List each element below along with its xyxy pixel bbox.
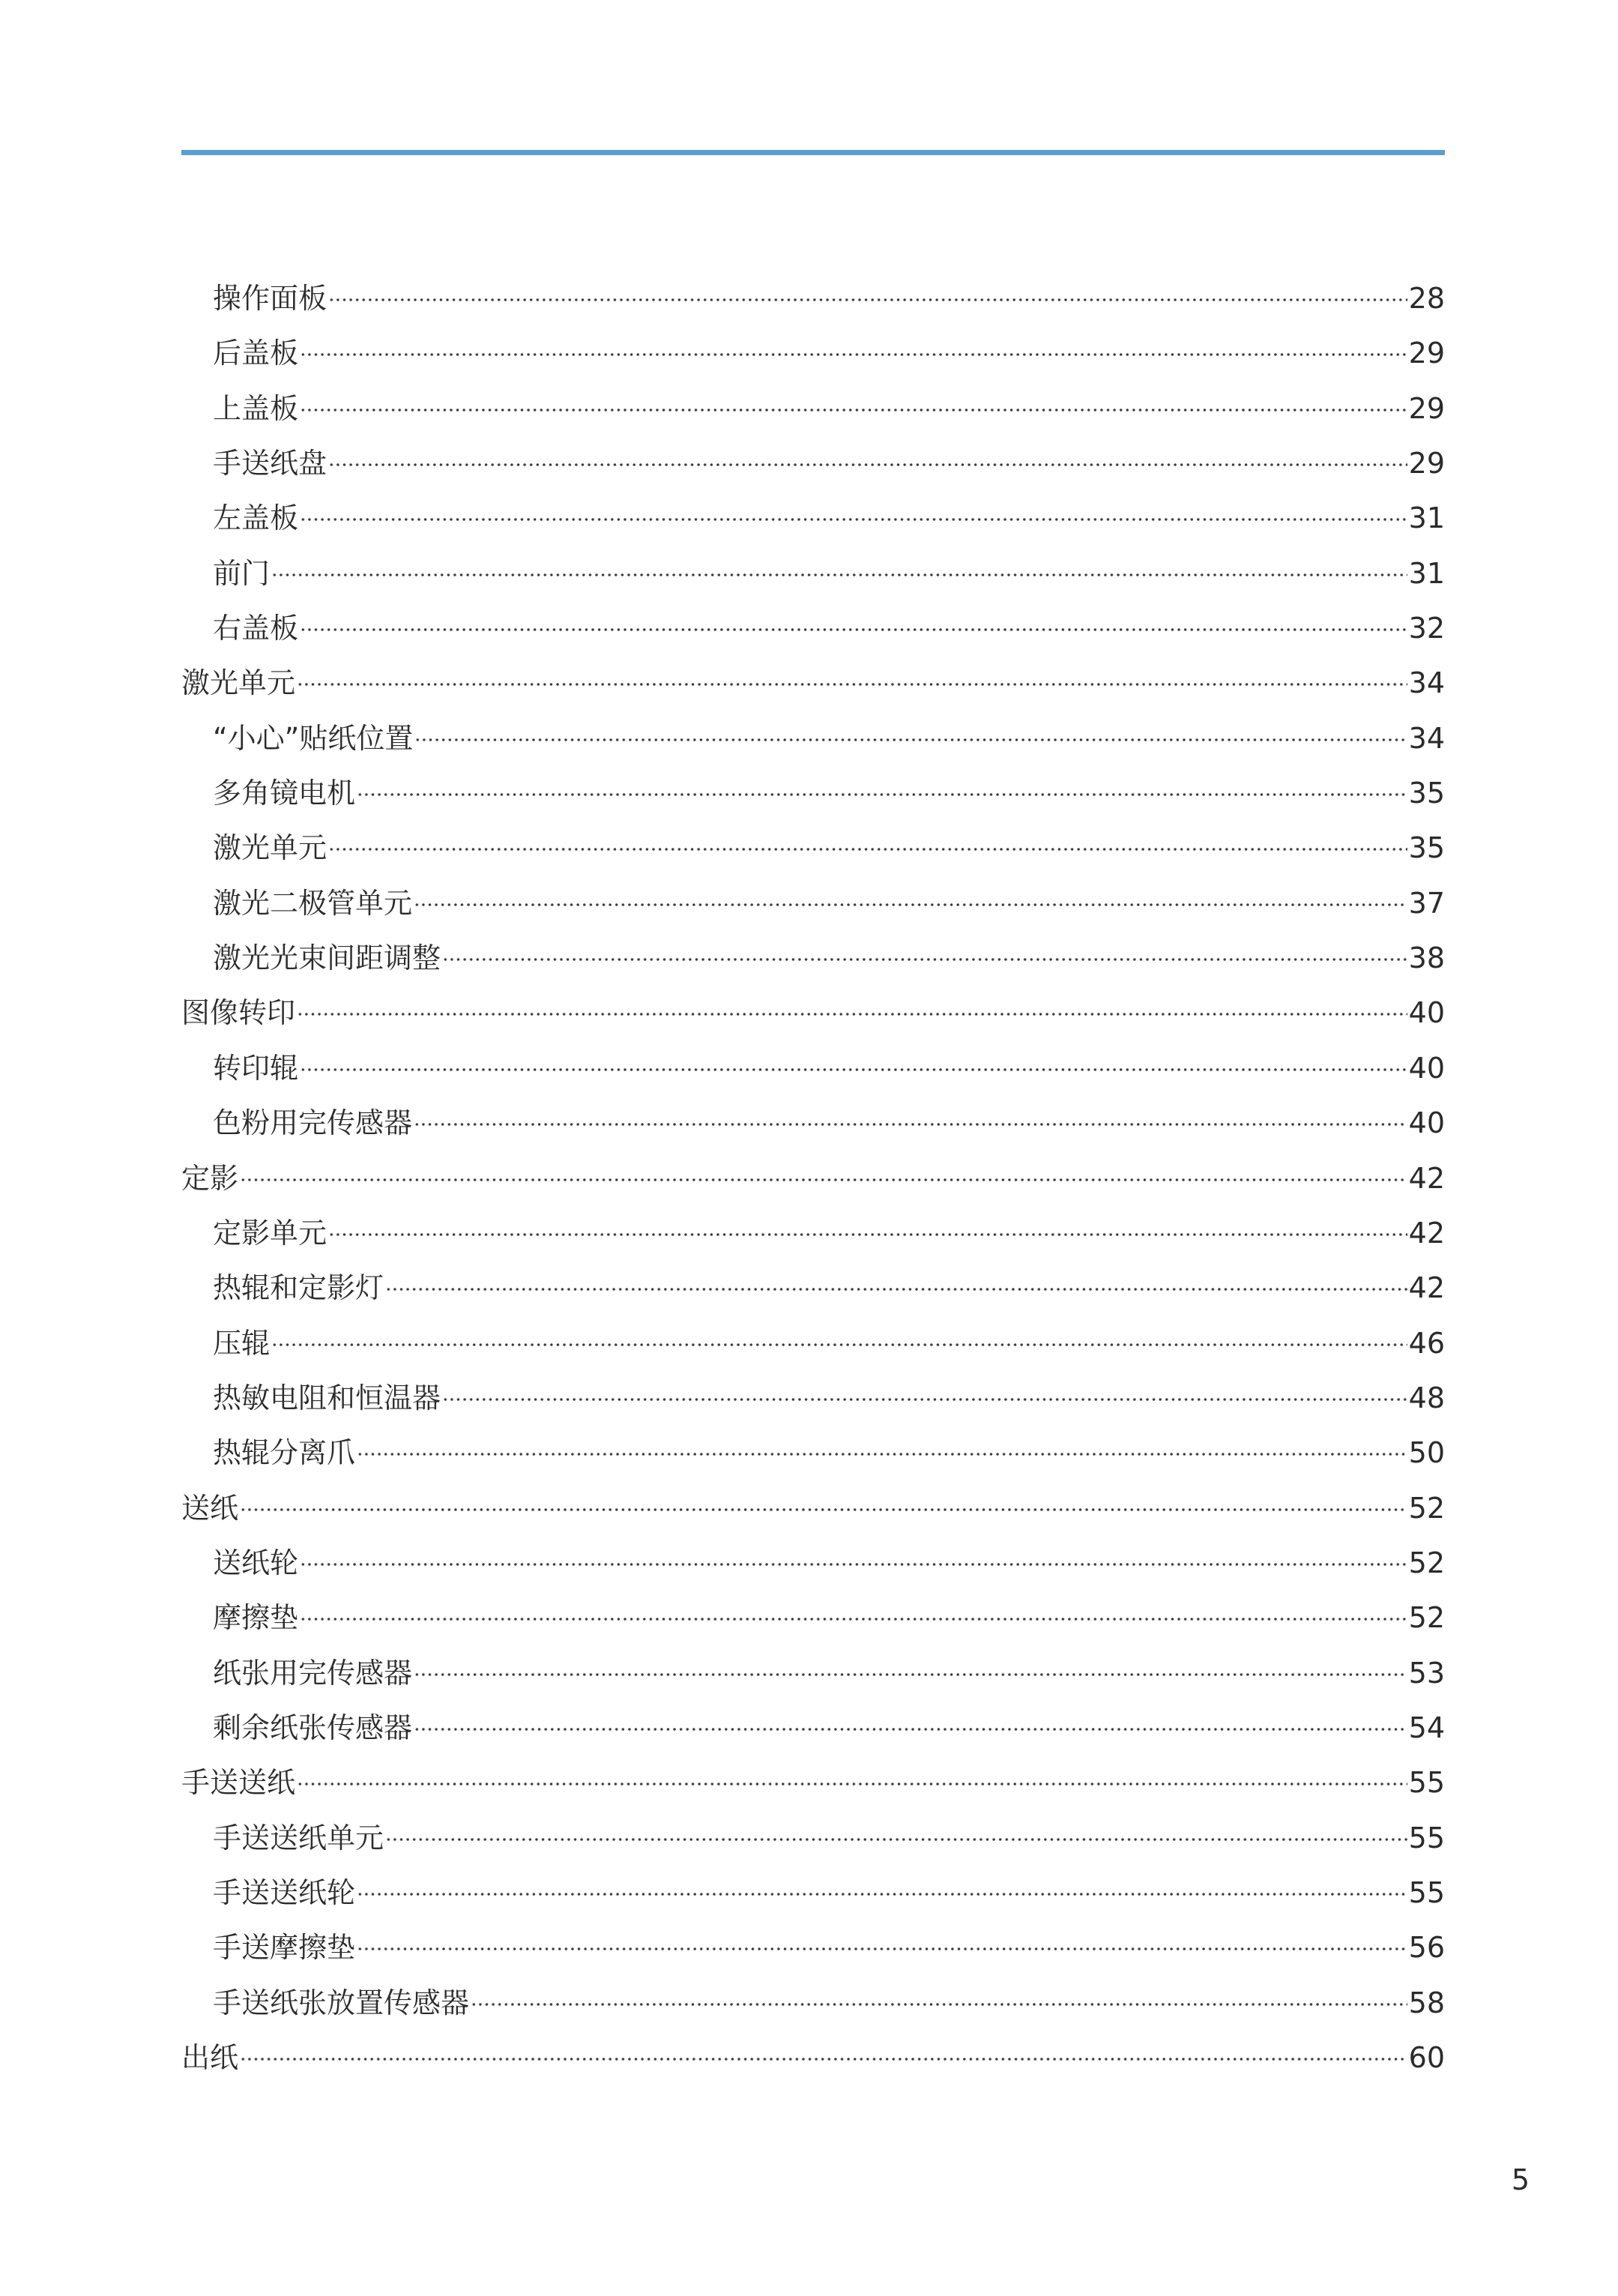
- toc-entry-page: 40: [1408, 1106, 1445, 1140]
- toc-entry-title: 图像转印: [181, 996, 296, 1030]
- dot-leader: [300, 353, 1407, 356]
- dot-leader: [357, 1453, 1407, 1456]
- toc-subsection-entry[interactable]: [181, 1536, 1445, 1591]
- toc-entry-title: 摩擦垫: [213, 1601, 299, 1635]
- toc-entry-title: 转印辊: [213, 1051, 299, 1085]
- toc-subsection-entry[interactable]: [181, 1371, 1445, 1426]
- dot-leader: [328, 1233, 1407, 1236]
- toc-entry-page: 38: [1408, 941, 1445, 975]
- toc-subsection-entry[interactable]: [181, 491, 1445, 546]
- toc-entry-title: 激光单元: [181, 666, 296, 700]
- dot-leader: [300, 1068, 1407, 1071]
- toc-entry-page: 40: [1408, 996, 1445, 1030]
- header-rule: [181, 150, 1445, 155]
- toc-subsection-entry[interactable]: [181, 1920, 1445, 1975]
- toc-entry-title: 色粉用完传感器: [213, 1106, 413, 1140]
- toc-entry-page: 52: [1408, 1601, 1445, 1635]
- toc-entry-title: 左盖板: [213, 501, 299, 535]
- toc-entry-title: 送纸: [181, 1491, 239, 1525]
- toc-entry-title: 激光光束间距调整: [213, 941, 441, 975]
- toc-entry-page: 35: [1408, 831, 1445, 865]
- toc-entry-title: 定影单元: [213, 1216, 327, 1250]
- toc-entry-title: 手送纸张放置传感器: [213, 1986, 470, 2019]
- toc-subsection-entry[interactable]: [181, 876, 1445, 931]
- toc-entry-title: 多角镜电机: [213, 777, 356, 810]
- toc-entry-page: 29: [1408, 337, 1445, 370]
- toc-entry-title: 手送送纸轮: [213, 1875, 356, 1909]
- toc-entry-page: 28: [1408, 282, 1445, 315]
- toc-subsection-entry[interactable]: [181, 601, 1445, 656]
- toc-entry-title: 热辊分离爪: [213, 1436, 356, 1470]
- dot-leader: [300, 409, 1407, 412]
- toc-subsection-entry[interactable]: [181, 1206, 1445, 1261]
- toc-subsection-entry[interactable]: [181, 1866, 1445, 1920]
- toc-section-entry[interactable]: [181, 1481, 1445, 1536]
- toc-entry-title: 手送送纸: [181, 1766, 296, 1800]
- toc-entry-page: 58: [1408, 1986, 1445, 2019]
- toc-subsection-entry[interactable]: [181, 271, 1445, 326]
- toc-section-entry[interactable]: [181, 2031, 1445, 2085]
- toc-entry-title: 压辊: [213, 1326, 271, 1360]
- dot-leader: [357, 793, 1407, 796]
- dot-leader: [300, 628, 1407, 631]
- dot-leader: [414, 738, 1407, 741]
- toc-subsection-entry[interactable]: [181, 821, 1445, 876]
- toc-entry-page: 40: [1408, 1051, 1445, 1085]
- toc-subsection-entry[interactable]: [181, 546, 1445, 601]
- toc-entry-page: 55: [1408, 1821, 1445, 1854]
- toc-entry-title: 前门: [213, 556, 271, 590]
- toc-entry-title: 激光二极管单元: [213, 886, 413, 920]
- toc-subsection-entry[interactable]: [181, 1096, 1445, 1151]
- toc-entry-page: 34: [1408, 721, 1445, 755]
- toc-subsection-entry[interactable]: [181, 1316, 1445, 1371]
- dot-leader: [300, 1618, 1407, 1621]
- toc-entry-page: 53: [1408, 1656, 1445, 1690]
- toc-entry-page: 29: [1408, 391, 1445, 425]
- toc-subsection-entry[interactable]: [181, 1701, 1445, 1756]
- toc-entry-page: 55: [1408, 1875, 1445, 1909]
- toc-entry-title: 定影: [181, 1161, 239, 1195]
- toc-section-entry[interactable]: [181, 656, 1445, 711]
- toc-subsection-entry[interactable]: [181, 1976, 1445, 2031]
- dot-leader: [414, 1673, 1407, 1676]
- toc-subsection-entry[interactable]: [181, 1591, 1445, 1645]
- dot-leader: [328, 848, 1407, 851]
- toc-entry-page: 34: [1408, 666, 1445, 700]
- toc-subsection-entry[interactable]: [181, 931, 1445, 986]
- toc-entry-title: 纸张用完传感器: [213, 1656, 413, 1690]
- dot-leader: [240, 1178, 1407, 1181]
- toc-entry-title: 剩余纸张传感器: [213, 1711, 413, 1744]
- toc-section-entry[interactable]: [181, 1151, 1445, 1206]
- dot-leader: [240, 1508, 1407, 1511]
- toc-entry-page: 52: [1408, 1546, 1445, 1579]
- toc-entry-title: 手送摩擦垫: [213, 1931, 356, 1965]
- toc-entry-title: 上盖板: [213, 391, 299, 425]
- dot-leader: [271, 573, 1407, 576]
- toc-entry-page: 46: [1408, 1326, 1445, 1360]
- toc-entry-page: 42: [1408, 1161, 1445, 1195]
- toc-entry-page: 42: [1408, 1216, 1445, 1250]
- toc-entry-page: 50: [1408, 1436, 1445, 1470]
- dot-leader: [297, 683, 1407, 686]
- toc-entry-title: 热辊和定影灯: [213, 1271, 384, 1305]
- toc-subsection-entry[interactable]: [181, 1646, 1445, 1701]
- toc-entry-page: 54: [1408, 1711, 1445, 1744]
- toc-entry-page: 37: [1408, 886, 1445, 920]
- toc-entry-page: 31: [1408, 501, 1445, 535]
- toc-entry-title: 右盖板: [213, 612, 299, 645]
- page-number: 5: [1511, 2163, 1530, 2196]
- dot-leader: [328, 298, 1407, 301]
- toc-entry-page: 48: [1408, 1381, 1445, 1414]
- toc-subsection-entry[interactable]: [181, 711, 1445, 766]
- toc-subsection-entry[interactable]: [181, 436, 1445, 491]
- dot-leader: [297, 1783, 1407, 1786]
- dot-leader: [357, 1947, 1407, 1950]
- toc-section-entry[interactable]: [181, 1756, 1445, 1810]
- toc-entry-title: 出纸: [181, 2041, 239, 2074]
- toc-subsection-entry[interactable]: [181, 1041, 1445, 1096]
- dot-leader: [271, 1343, 1407, 1346]
- toc-entry-page: 55: [1408, 1766, 1445, 1800]
- dot-leader: [300, 1563, 1407, 1566]
- toc-subsection-entry[interactable]: [181, 382, 1445, 436]
- toc-entry-title: 操作面板: [213, 282, 327, 315]
- toc-entry-title: 后盖板: [213, 337, 299, 370]
- toc-entry-title: “小心”贴纸位置: [213, 721, 414, 755]
- dot-leader: [385, 1288, 1407, 1291]
- dot-leader: [442, 1398, 1407, 1401]
- toc-entry-title: 热敏电阻和恒温器: [213, 1381, 441, 1414]
- toc-subsection-entry[interactable]: [181, 326, 1445, 381]
- toc-entry-title: 送纸轮: [213, 1546, 299, 1579]
- toc-entry-page: 32: [1408, 612, 1445, 645]
- toc-subsection-entry[interactable]: [181, 1426, 1445, 1480]
- toc-entry-page: 56: [1408, 1931, 1445, 1965]
- dot-leader: [414, 1728, 1407, 1731]
- toc-subsection-entry[interactable]: [181, 1261, 1445, 1316]
- toc-entry-page: 42: [1408, 1271, 1445, 1305]
- toc-section-entry[interactable]: [181, 986, 1445, 1040]
- dot-leader: [240, 2058, 1407, 2061]
- toc-entry-title: 手送纸盘: [213, 447, 327, 480]
- toc-entry-page: 52: [1408, 1491, 1445, 1525]
- toc-entry-title: 激光单元: [213, 831, 327, 865]
- toc-entry-page: 31: [1408, 556, 1445, 590]
- toc-subsection-entry[interactable]: [181, 766, 1445, 821]
- table-of-contents: [181, 271, 1445, 2085]
- dot-leader: [357, 1893, 1407, 1896]
- dot-leader: [414, 1123, 1407, 1126]
- dot-leader: [442, 958, 1407, 961]
- dot-leader: [414, 903, 1407, 906]
- toc-entry-page: 29: [1408, 447, 1445, 480]
- toc-entry-page: 35: [1408, 777, 1445, 810]
- dot-leader: [328, 463, 1407, 466]
- toc-entry-page: 60: [1408, 2041, 1445, 2074]
- dot-leader: [300, 518, 1407, 521]
- dot-leader: [471, 2003, 1407, 2006]
- dot-leader: [385, 1838, 1407, 1841]
- toc-entry-title: 手送送纸单元: [213, 1821, 384, 1854]
- dot-leader: [297, 1013, 1407, 1016]
- toc-subsection-entry[interactable]: [181, 1811, 1445, 1866]
